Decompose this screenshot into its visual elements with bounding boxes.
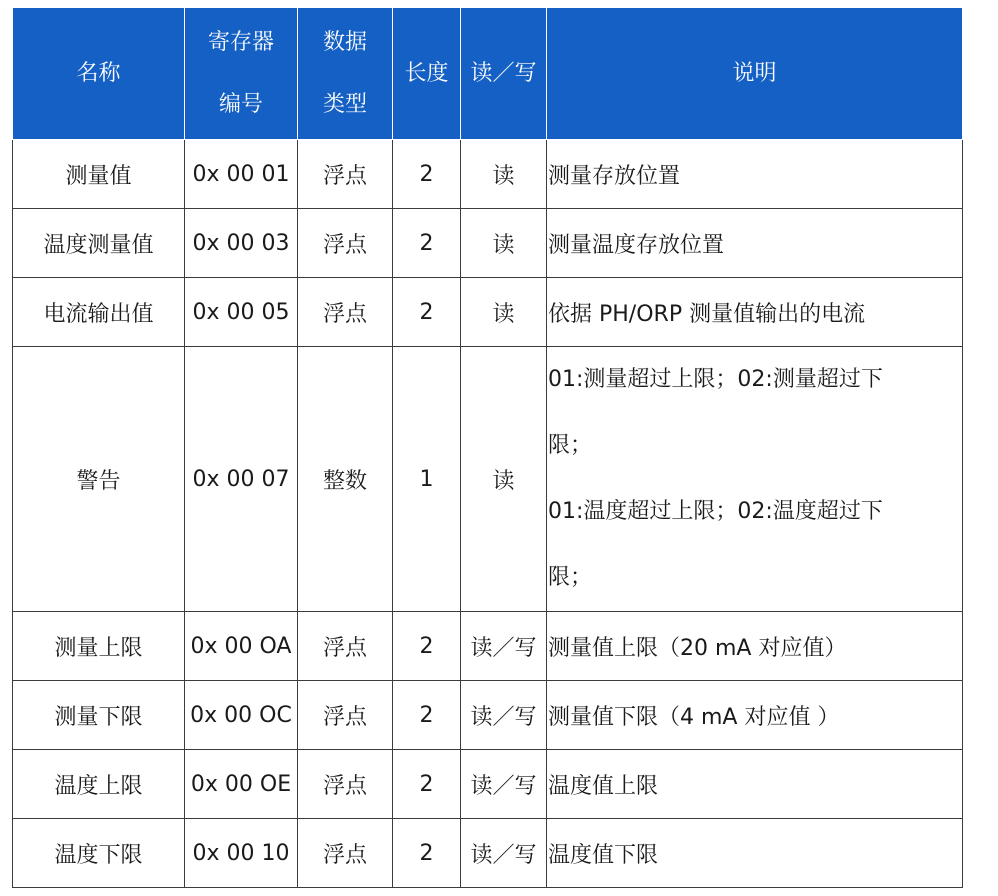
cell-type: 浮点 [298, 209, 393, 278]
table-row [13, 209, 963, 278]
cell-length: 1 [393, 347, 461, 612]
cell-register: 0x 00 OA [185, 612, 298, 681]
header-data-type: 数据 类型 [298, 8, 393, 140]
cell-description [547, 347, 963, 612]
cell-description: 测量值下限（4 mA 对应值 ） [547, 681, 963, 750]
cell-name: 温度测量值 [13, 209, 185, 278]
cell-type: 浮点 [298, 612, 393, 681]
cell-type: 浮点 [298, 681, 393, 750]
cell-type: 整数 [298, 347, 393, 612]
cell-description: 测量存放位置 [547, 140, 963, 209]
description-line: 01:测量超过上限；02:测量超过下 [548, 367, 883, 392]
register-table [12, 7, 963, 888]
table-row [13, 681, 963, 750]
cell-rw: 读／写 [461, 750, 547, 819]
cell-name: 温度下限 [13, 819, 185, 888]
cell-name: 测量下限 [13, 681, 185, 750]
cell-name: 电流输出值 [13, 278, 185, 347]
description-line: 限； [548, 433, 593, 458]
table-header-row [13, 8, 963, 140]
table-row [13, 612, 963, 681]
cell-description: 测量值上限（20 mA 对应值） [547, 612, 963, 681]
table-row [13, 278, 963, 347]
cell-rw: 读／写 [461, 681, 547, 750]
cell-rw: 读／写 [461, 612, 547, 681]
header-name: 名称 [13, 8, 185, 140]
cell-type: 浮点 [298, 750, 393, 819]
cell-length: 2 [393, 612, 461, 681]
cell-rw: 读 [461, 209, 547, 278]
cell-name: 温度上限 [13, 750, 185, 819]
cell-rw: 读 [461, 140, 547, 209]
cell-type: 浮点 [298, 278, 393, 347]
cell-length: 2 [393, 681, 461, 750]
table-row [13, 140, 963, 209]
cell-description: 测量温度存放位置 [547, 209, 963, 278]
cell-rw: 读 [461, 278, 547, 347]
cell-register: 0x 00 01 [185, 140, 298, 209]
description-line: 限； [548, 565, 593, 590]
cell-register: 0x 00 OC [185, 681, 298, 750]
header-length: 长度 [393, 8, 461, 140]
header-description: 说明 [547, 8, 963, 140]
table-row [13, 819, 963, 888]
cell-register: 0x 00 05 [185, 278, 298, 347]
cell-rw: 读／写 [461, 819, 547, 888]
cell-name: 测量值 [13, 140, 185, 209]
cell-name: 测量上限 [13, 612, 185, 681]
header-read-write: 读／写 [461, 8, 547, 140]
cell-type: 浮点 [298, 140, 393, 209]
cell-register: 0x 00 07 [185, 347, 298, 612]
cell-register: 0x 00 03 [185, 209, 298, 278]
cell-name: 警告 [13, 347, 185, 612]
cell-length: 2 [393, 209, 461, 278]
cell-length: 2 [393, 819, 461, 888]
cell-description: 温度值上限 [547, 750, 963, 819]
table-row [13, 347, 963, 612]
cell-length: 2 [393, 278, 461, 347]
cell-length: 2 [393, 750, 461, 819]
cell-rw: 读 [461, 347, 547, 612]
header-register: 寄存器 编号 [185, 8, 298, 140]
cell-register: 0x 00 10 [185, 819, 298, 888]
cell-description: 依据 PH/ORP 测量值输出的电流 [547, 278, 963, 347]
description-line: 01:温度超过上限；02:温度超过下 [548, 499, 883, 524]
cell-register: 0x 00 OE [185, 750, 298, 819]
cell-description: 温度值下限 [547, 819, 963, 888]
cell-length: 2 [393, 140, 461, 209]
cell-type: 浮点 [298, 819, 393, 888]
table-row [13, 750, 963, 819]
